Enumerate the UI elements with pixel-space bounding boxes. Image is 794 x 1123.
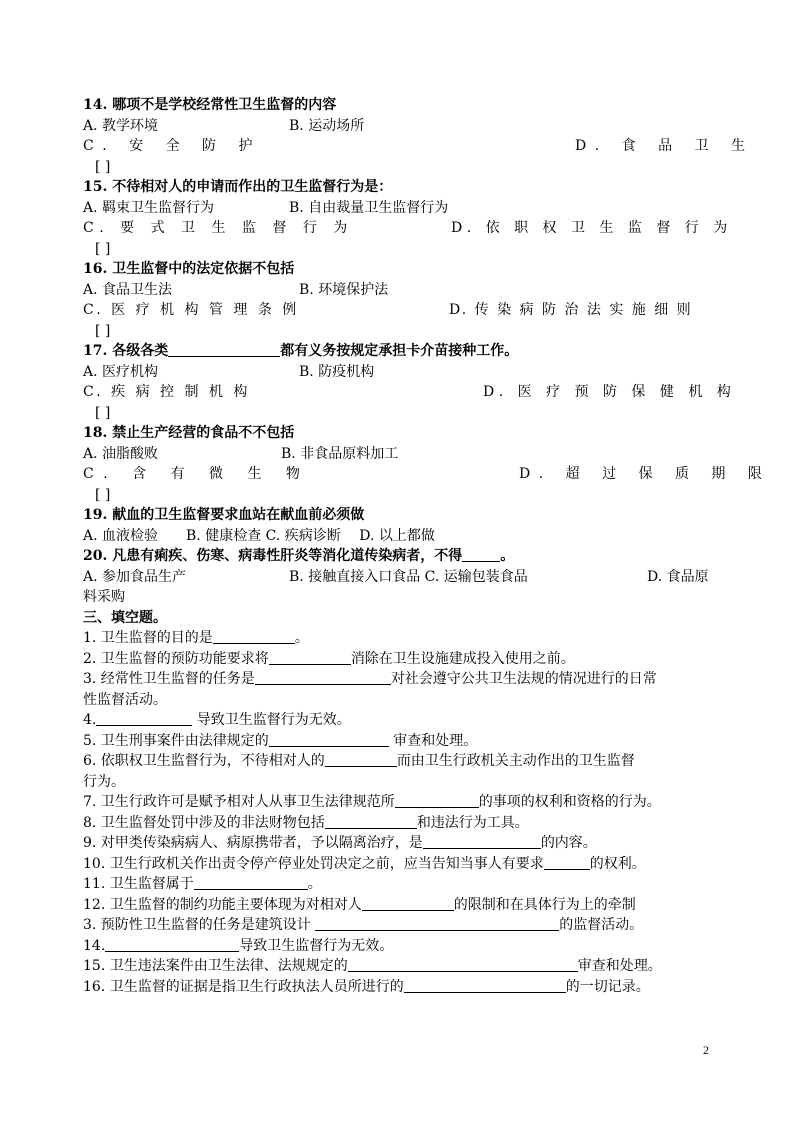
option-bc: B. 接触直接入口食品 C. 运输包装食品 [289, 568, 528, 585]
option-a: A. 医疗机构 [83, 363, 159, 380]
fill-item-14: 14. 导致卫生监督行为无效。 [83, 937, 394, 954]
question-16-options-ab [83, 280, 711, 301]
option-d: D. 医 疗 预 防 保 健 机 构 [483, 384, 736, 400]
question-19-options: A. 血液检验 B. 健康检查 C. 疾病诊断 D. 以上都做 [83, 527, 435, 544]
question-17-options-cd [83, 382, 736, 403]
question-15-options-ab [83, 198, 711, 219]
question-14-options-cd [83, 136, 754, 157]
option-b: B. 非食品原料加工 [281, 445, 399, 462]
option-b: B. 自由裁量卫生监督行为 [289, 199, 449, 216]
fill-item-3-cont: 性监督活动。 [83, 691, 167, 708]
option-a: A. 教学环境 [83, 117, 159, 134]
question-20-title: 20. 凡患有痢疾、伤寒、病毒性肝炎等消化道传染病者，不得 。 [83, 548, 515, 564]
question-20-options [83, 567, 711, 588]
answer-bracket: [ ] [95, 158, 111, 175]
question-20-options-cont: 料采购 [83, 589, 125, 605]
fill-item-5: 5. 卫生刑事案件由法律规定的 审查和处理。 [83, 732, 478, 749]
section-title: 三、填空题。 [83, 609, 167, 626]
answer-bracket: [ ] [95, 404, 111, 421]
option-d: D. 超 过 保 质 期 限 [519, 466, 771, 482]
question-18-options-cd [83, 464, 771, 485]
option-c: C. 要 式 卫 生 监 督 行 为 [83, 220, 354, 236]
option-c: C. 含 有 微 生 物 [83, 466, 310, 482]
option-d: D. 食 品 卫 生 [575, 138, 754, 154]
option-b: B. 环境保护法 [299, 281, 389, 298]
fill-item-13: 3. 预防性卫生监督的任务是建筑设计 的监督活动。 [83, 917, 644, 933]
fill-item-3: 3. 经常性卫生监督的任务是 对社会遵守公共卫生法规的情况进行的日常 [83, 671, 657, 687]
fill-item-9: 9. 对甲类传染病病人、病原携带者，予以隔离治疗，是 的内容。 [83, 835, 597, 851]
option-c: C. 医 疗 机 构 管 理 条 例 [83, 302, 300, 318]
question-18-options-ab [83, 444, 711, 465]
fill-item-1: 1. 卫生监督的目的是 。 [83, 630, 309, 646]
question-16-title: 16. 卫生监督中的法定依据不包括 [83, 261, 295, 277]
option-c: C. 疾 病 控 制 机 构 [83, 384, 251, 400]
fill-item-15: 15. 卫生违法案件由卫生法律、法规规定的 审查和处理。 [83, 958, 662, 974]
fill-item-11: 11. 卫生监督属于 。 [83, 876, 322, 892]
question-17-options-ab [83, 362, 711, 383]
fill-item-12: 12. 卫生监督的制约功能主要体现为对相对人 的限制和在具体行为上的牵制 [83, 896, 636, 913]
option-a: A. 参加食品生产 [83, 568, 187, 585]
fill-item-10: 10. 卫生行政机关作出责令停产停业处罚决定之前，应当告知当事人有要求 的权利。 [83, 855, 646, 872]
fill-blank [168, 342, 280, 357]
question-18-title: 18. 禁止生产经营的食品不不包括 [83, 425, 295, 441]
question-17-title: 17. 各级各类 都有义务按规定承担卡介苗接种工作。 [83, 343, 519, 359]
question-14-options-ab [83, 116, 711, 137]
answer-bracket: [ ] [95, 240, 111, 257]
option-a: A. 食品卫生法 [83, 281, 173, 298]
option-d: D. 食品原 [647, 568, 709, 585]
answer-bracket: [ ] [95, 322, 111, 339]
option-b: B. 运动场所 [289, 117, 365, 134]
fill-item-16: 16. 卫生监督的证据是指卫生行政执法人员所进行的 的一切记录。 [83, 978, 650, 995]
option-a: A. 油脂酸败 [83, 445, 159, 462]
question-15-options-cd [83, 218, 733, 239]
fill-item-2: 2. 卫生监督的预防功能要求将 消除在卫生设施建成投入使用之前。 [83, 650, 575, 667]
option-d: D. 传 染 病 防 治 法 实 施 细 则 [449, 302, 693, 318]
option-d: D. 依 职 权 卫 生 监 督 行 为 [451, 220, 733, 236]
answer-bracket: [ ] [95, 486, 111, 503]
fill-blank [462, 547, 500, 562]
question-15-title: 15. 不待相对人的申请而作出的卫生监督行为是： [83, 179, 393, 195]
fill-item-4: 4. 导致卫生监督行为无效。 [83, 712, 351, 728]
question-19-title: 19. 献血的卫生监督要求血站在献血前必须做 [83, 507, 365, 523]
fill-item-8: 8. 卫生监督处罚中涉及的非法财物包括 和违法行为工具。 [83, 814, 529, 831]
question-16-options-cd [83, 300, 711, 321]
fill-item-6-cont: 行为。 [83, 773, 125, 790]
question-14-title: 14. 哪项不是学校经常性卫生监督的内容 [83, 97, 337, 113]
fill-item-7: 7. 卫生行政许可是赋予相对人从事卫生法律规范所 的事项的权利和资格的行为。 [83, 794, 661, 810]
option-c: C. 安 全 防 护 [83, 138, 262, 154]
option-a: A. 羁束卫生监督行为 [83, 199, 215, 216]
exam-page [83, 95, 771, 997]
fill-item-6: 6. 依职权卫生监督行为，不待相对人的 而由卫生行政机关主动作出的卫生监督 [83, 753, 635, 769]
page-number: 2 [703, 1043, 709, 1057]
option-b: B. 防疫机构 [299, 363, 375, 380]
